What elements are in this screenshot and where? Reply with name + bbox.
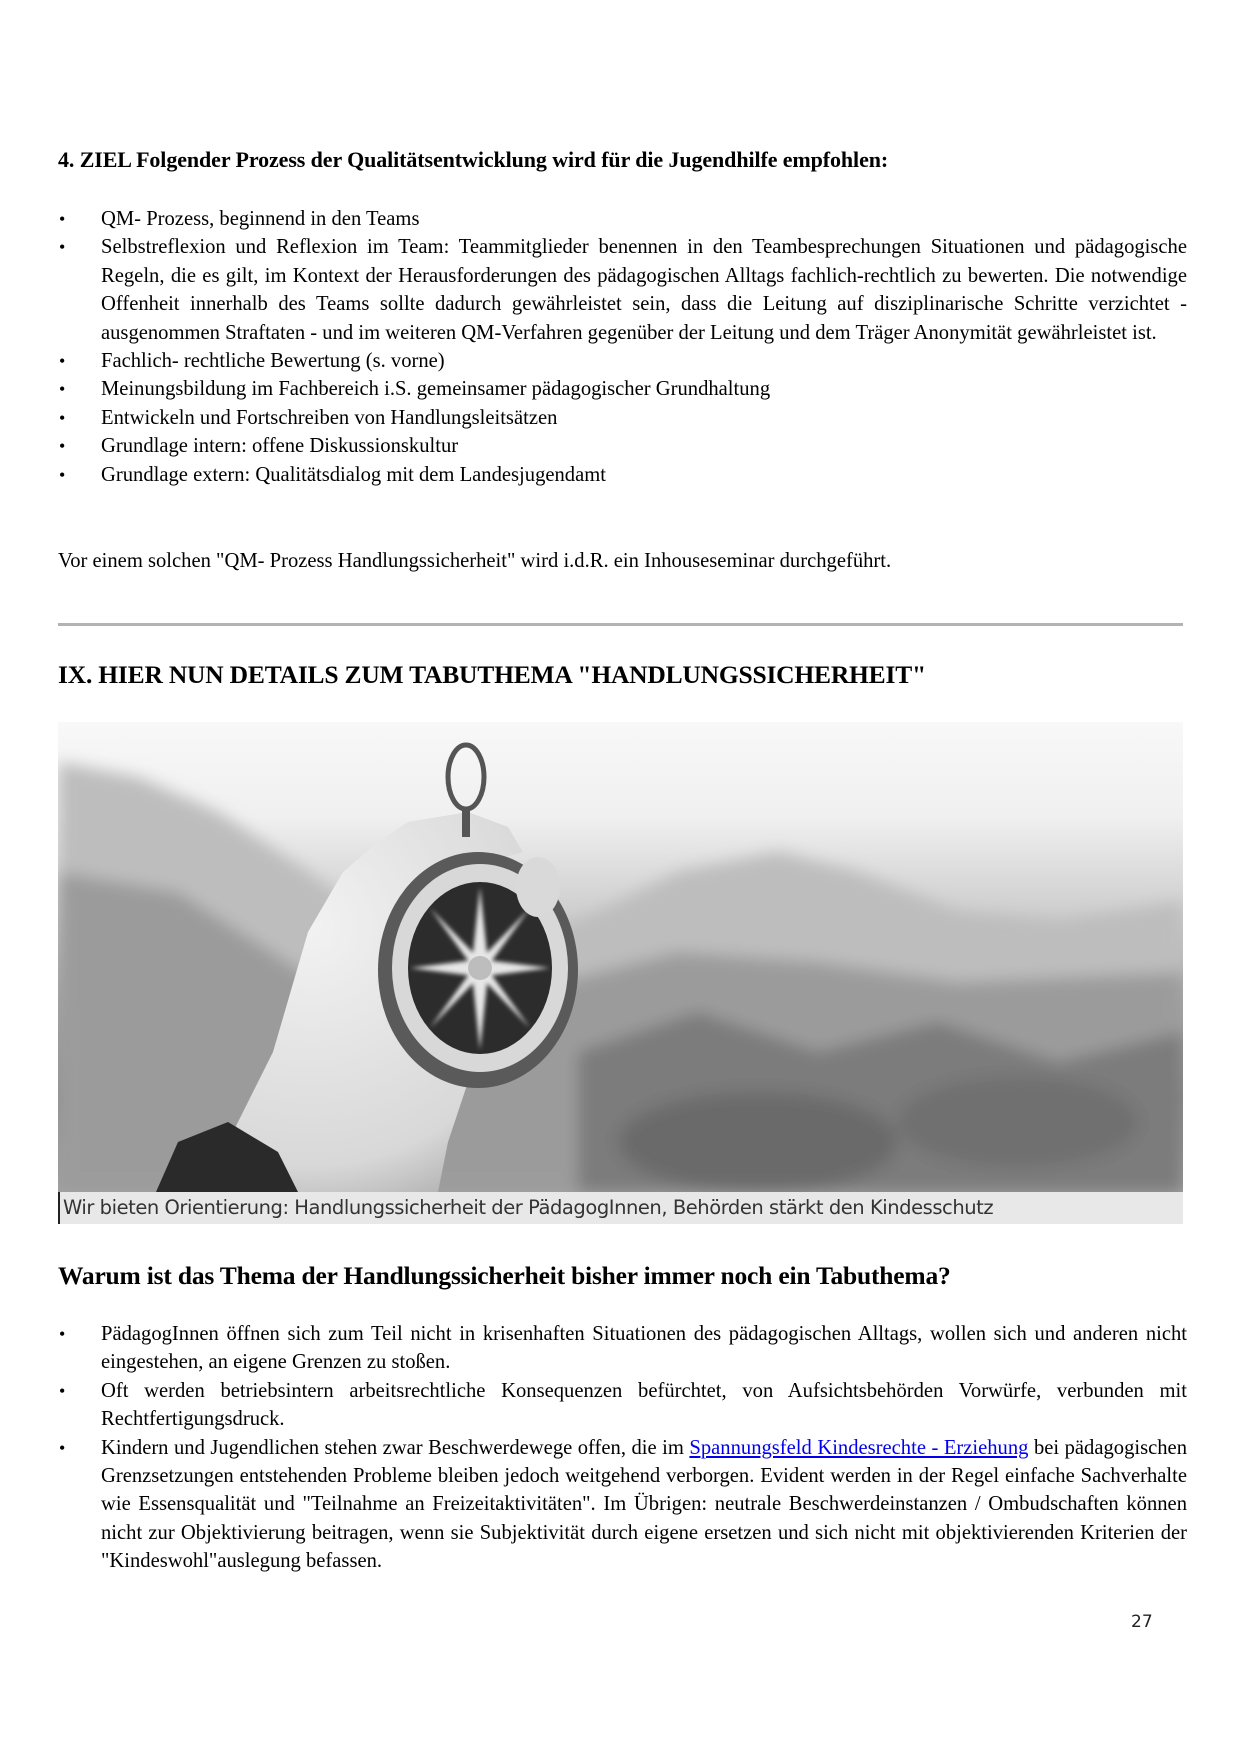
list-item: • Meinungsbildung im Fachbereich i.S. gemeinsamer pädagogischer Grundhaltung — [58, 375, 1187, 403]
compass-illustration — [58, 722, 1183, 1192]
list-item — [58, 1434, 1187, 1576]
list-item: • Grundlage extern: Qualitätsdialog mit dem Landesjugendamt — [58, 461, 1187, 489]
list-item: • Oft werden betriebsintern arbeitsrechtliche Konsequenzen befürchtet, von Aufsichtsbehörden Vorwürfe, verbunden mit Rechtfertigungsdruck. — [58, 1377, 1187, 1434]
list-item-text: bei pädagogischen Grenzsetzungen entstehenden Probleme bleiben jedoch weitgehend verborgen. Evident werden in der Regel einfache Sachverhalte wie Essensqualität und "Teilnahme an Freizeitaktivitäten". Im Übrigen: neutrale Beschwerdeinstanzen / Ombudschaften können nicht zur Objektivierung beitragen, wenn sie Subjektivität durch eigene ersetzen und sich nicht mit objektivierenden Kriterien der "Kindeswohl"auslegung befassen. — [101, 1436, 1187, 1573]
list-item: • Grundlage intern: offene Diskussionskultur — [58, 432, 1187, 460]
thumb — [516, 857, 560, 917]
list-item: • Fachlich- rechtliche Bewertung (s. vorne) — [58, 347, 1187, 375]
page-number: 27 — [1131, 1612, 1153, 1632]
section-4-heading: 4. ZIEL Folgender Prozess der Qualitätsentwicklung wird für die Jugendhilfe empfohlen: — [58, 147, 889, 172]
compass-photo — [58, 722, 1183, 1192]
list-item: • QM- Prozess, beginnend in den Teams — [58, 205, 1187, 233]
tabu-reasons-list — [58, 1320, 1187, 1576]
list-item: • Entwickeln und Fortschreiben von Handlungsleitsätzen — [58, 404, 1187, 432]
seminar-note: Vor einem solchen "QM- Prozess Handlungssicherheit" wird i.d.R. ein Inhouseseminar durchgeführt. — [58, 550, 892, 572]
list-item: • Selbstreflexion und Reflexion im Team: Teammitglieder benennen in den Teambesprechungen Situationen und pädagogische Regeln, die es gilt, im Kontext der Herausforderungen des pädagogischen Alltags fachlich-rechtlich zu bewerten. Die notwendige Offenheit innerhalb des Teams sollte dadurch gewährleistet sein, dass die Leitung auf disziplinarische Schritte verzichtet - ausgenommen Straftaten - und im weiteren QM-Verfahren gegenüber der Leitung und dem Träger Anonymität gewährleistet ist. — [58, 233, 1187, 347]
horizontal-divider — [58, 623, 1183, 626]
spannungsfeld-link[interactable]: Spannungsfeld Kindesrechte - Erziehung — [689, 1436, 1029, 1459]
tabu-question-heading: Warum ist das Thema der Handlungssicherheit bisher immer noch ein Tabuthema? — [58, 1261, 951, 1290]
section-9-title: IX. HIER NUN DETAILS ZUM TABUTHEMA "HANDLUNGSSICHERHEIT" — [58, 660, 926, 689]
list-item-text: Kindern und Jugendlichen stehen zwar Beschwerdewege offen, die im — [101, 1436, 690, 1459]
compass-figure — [58, 722, 1183, 1227]
qm-process-list — [58, 205, 1187, 489]
list-item: • PädagogInnen öffnen sich zum Teil nicht in krisenhaften Situationen des pädagogischen Alltags, wollen sich und anderen nicht eingestehen, an eigene Grenzen zu stoßen. — [58, 1320, 1187, 1377]
figure-caption: Wir bieten Orientierung: Handlungssicherheit der PädagogInnen, Behörden stärkt den Kindesschutz — [58, 1192, 1183, 1224]
compass-ring — [448, 745, 484, 809]
